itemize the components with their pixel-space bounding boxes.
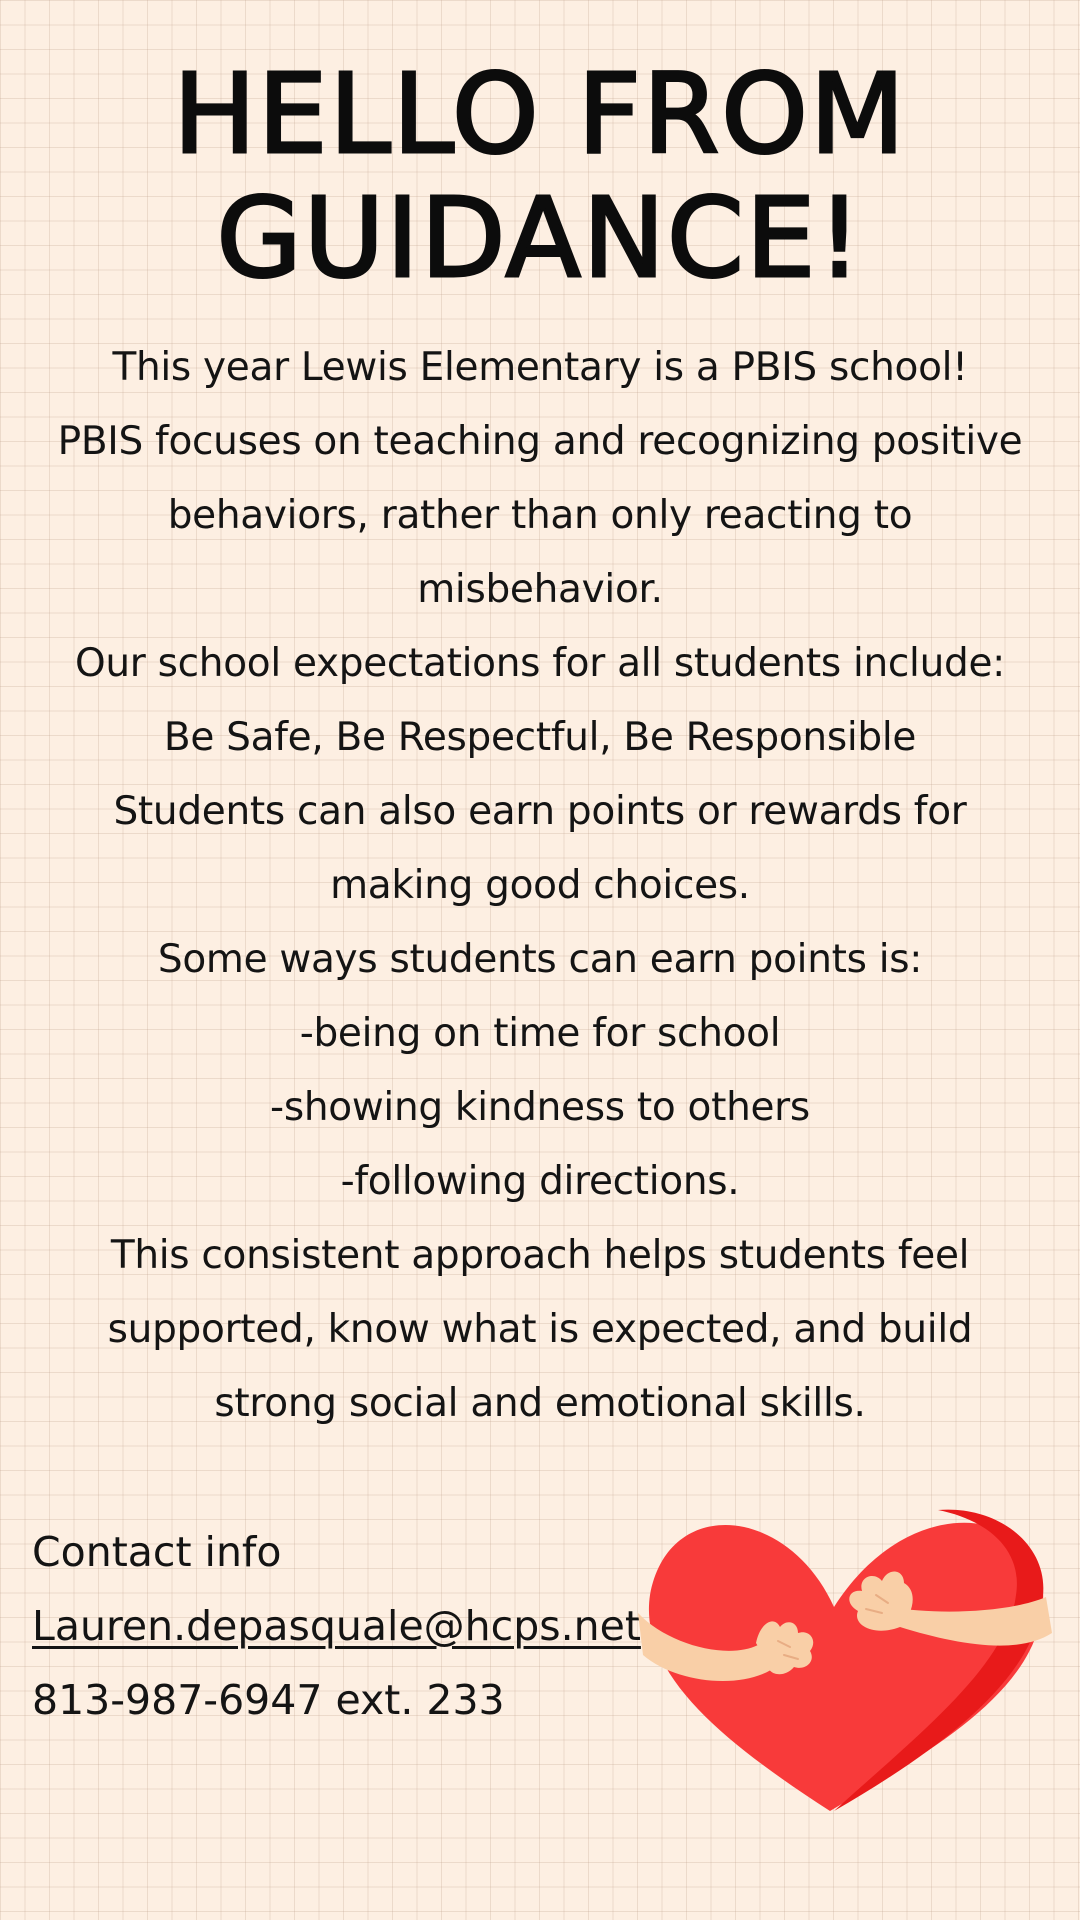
- body-line: -being on time for school: [299, 1011, 781, 1056]
- body-line: behaviors, rather than only reacting to: [167, 493, 913, 538]
- phone-number: 813-987-6947 ext. 233: [32, 1676, 505, 1724]
- title-line-1: HELLO FROM: [173, 50, 907, 178]
- body-line: misbehavior.: [417, 567, 663, 612]
- body-line: Be Safe, Be Respectful, Be Responsible: [163, 715, 917, 760]
- body-line: Students can also earn points or rewards for: [113, 789, 967, 834]
- heart-hugging-icon: [638, 1495, 1052, 1815]
- body-line: Our school expectations for all students include:: [74, 641, 1005, 686]
- body-line: supported, know what is expected, and build: [107, 1307, 973, 1352]
- body-line: This consistent approach helps students feel: [110, 1233, 970, 1278]
- page-title: [0, 52, 1080, 300]
- contact-heading: Contact info: [32, 1528, 282, 1576]
- contact-section: [32, 1515, 641, 1737]
- title-line-2: GUIDANCE!: [216, 174, 864, 302]
- body-line: -following directions.: [340, 1159, 740, 1204]
- body-line: This year Lewis Elementary is a PBIS school!: [112, 345, 968, 390]
- body-line: strong social and emotional skills.: [214, 1381, 866, 1426]
- pbis-description: [20, 331, 1060, 1441]
- body-line: -showing kindness to others: [270, 1085, 810, 1130]
- body-line: Some ways students can earn points is:: [157, 937, 923, 982]
- body-line: making good choices.: [330, 863, 750, 908]
- body-line: PBIS focuses on teaching and recognizing positive: [57, 419, 1023, 464]
- email-link[interactable]: Lauren.depasquale@hcps.net: [32, 1602, 641, 1650]
